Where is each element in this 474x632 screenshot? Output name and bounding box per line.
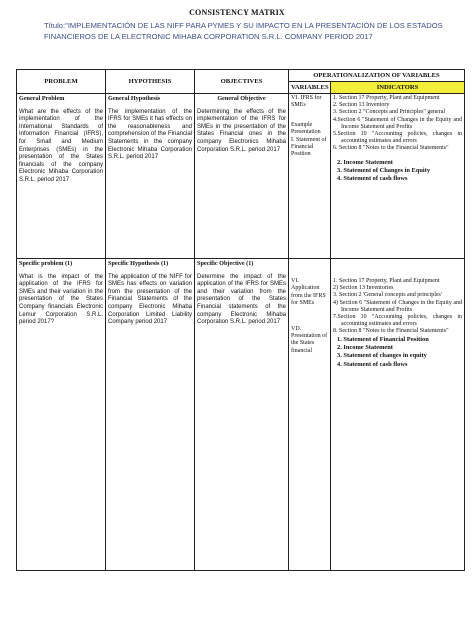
variable-item: Example Presentation xyxy=(291,121,321,136)
problem-heading: General Problem xyxy=(19,95,65,102)
objective-cell xyxy=(195,94,289,259)
hypothesis-cell xyxy=(106,94,195,259)
variable-item: VD. Presentation of the States financial xyxy=(291,325,328,354)
indicators-list xyxy=(333,95,462,184)
problem-cell xyxy=(17,94,106,259)
header-objectives: OBJECTIVES xyxy=(195,70,289,94)
hypothesis-text: The application of the NIFF for SMEs has effects on variation from the presentation of the Financial Statements of the company Electronic Mihaba Corporation Limited Liability Company period 2017 xyxy=(108,273,192,326)
subtitle-lead: Título:" xyxy=(44,21,68,30)
table-row xyxy=(17,259,465,571)
document-title: CONSISTENCY MATRIX xyxy=(189,8,285,17)
objective-text: Determining the effects of the implementation of the IFRS for SMEs in the presentation of the States Financial ones in the company Electronics Mihaba Corporation S.R.L. period 2017 xyxy=(197,108,286,153)
header-indicators: INDICATORS xyxy=(331,82,465,94)
indicator-statement: 4. Statement of cash flows xyxy=(337,175,408,183)
document-subtitle xyxy=(44,20,444,42)
variable-item: I. Statement of Financial Position xyxy=(291,136,327,158)
subtitle-text: IMPLEMENTACIÓN DE LAS NIFF PARA PYMES Y SU IMPACTO EN LA PRESENTACIÓN DE LOS ESTADOS FINANCIEROS DE LA ELECTRONIC MIHABA CORPORATION S.R.L. COMPANY PERIOD 2017 xyxy=(44,21,443,41)
hypothesis-heading: Specific Hypothesis (1) xyxy=(108,260,169,267)
header-variables: VARIABLES xyxy=(289,82,331,94)
indicators-cell xyxy=(331,94,465,259)
indicator-item: 4.Section 6 "Statement of Changes in the Equity and Income Statement and Profits xyxy=(333,116,462,130)
variables-cell xyxy=(289,94,331,259)
problem-text: What are the effects of the implementation of the International Standards of Information Financial (IFRS), for Small and Medium Enterprises (SMEs) in the presentation of the States financials of the company Electronic Mihaba Corporation S.R.L. period 2017 xyxy=(19,108,103,183)
indicator-item: 4) Section 6 "Statement of Changes in the Equity and Income Statement and Profits xyxy=(333,299,462,313)
header-hypothesis: HYPOTHESIS xyxy=(106,70,195,94)
indicator-item: 8. Section 8 "Notes to the Financial Statements" xyxy=(333,328,449,335)
indicator-item: 2. Section 13 Inventory xyxy=(333,102,390,109)
table-row xyxy=(17,94,465,259)
problem-cell xyxy=(17,259,106,571)
variable-item: VI. Application from the IFRS for SMEs xyxy=(291,278,326,307)
indicator-item: 2) Section 13 Inventories xyxy=(333,285,394,292)
indicators-cell xyxy=(331,259,465,571)
consistency-matrix-table xyxy=(16,69,465,571)
objective-text: Determine the impact of the application of the IFRS for SMEs and their variation from the presentation of the States Financial statements of the company Electronic Mihaba Corporation S.R.L. period 2017 xyxy=(197,273,286,326)
indicator-item: 7.Section 10 "Accounting policies, changes in accounting estimates and errors xyxy=(333,314,462,328)
hypothesis-text: The implementation of the IFRS for SMEs it has effects on the reasonableness and comprehension of the Financial Statements in the company Electronic Mihaba Corporation S.R.L. period 2017 xyxy=(108,108,192,161)
indicator-item: 1. Section 17 Property, Plant and Equipment xyxy=(333,278,440,284)
indicator-item: 5.Section 10 "Accounting policies, changes in accounting estimates and errors xyxy=(333,131,462,145)
indicator-statement: 3. Statement of Changes in Equity xyxy=(337,167,431,175)
indicator-item: 3. Section 2 "Concepts and Principles" general xyxy=(333,109,446,116)
header-problem: PROBLEM xyxy=(17,70,106,94)
problem-text: What is the impact of the application of the IFRS for SMEs and their variation in the presentation of the States Company financials Electronic Lemur Corporation S.R.L. period 2017? xyxy=(19,273,103,326)
indicator-item: 6. Section 8 "Notes to the Financial Statements" xyxy=(333,145,449,152)
indicator-statement: 3. Statement of changes in equity xyxy=(337,352,427,360)
indicator-statement: 2. Income Statement xyxy=(337,344,393,352)
variable-item: VI. IFRS for SMEs xyxy=(291,95,322,109)
indicator-item: 3. Section 2 'General concepts and principles' xyxy=(333,292,442,299)
objective-heading: Specific Objective (1) xyxy=(197,260,254,267)
problem-heading: Specific problem (1) xyxy=(19,260,73,267)
header-row xyxy=(17,70,465,82)
hypothesis-cell xyxy=(106,259,195,571)
indicator-statement: 1. Statement of Financial Position xyxy=(337,335,429,343)
indicator-statement: 4. Statement of cash flows xyxy=(337,360,408,368)
objective-heading: General Objective xyxy=(217,95,266,102)
indicator-item: 1. Section 17 Property, Plant and Equipment xyxy=(333,95,440,101)
indicators-list xyxy=(333,278,462,369)
header-operationalization: OPERATIONALIZATION OF VARIABLES xyxy=(289,70,465,82)
objective-cell xyxy=(195,259,289,571)
variables-cell xyxy=(289,259,331,571)
indicator-statement: 2. Income Statement xyxy=(337,158,393,166)
hypothesis-heading: General Hypothesis xyxy=(108,95,161,102)
